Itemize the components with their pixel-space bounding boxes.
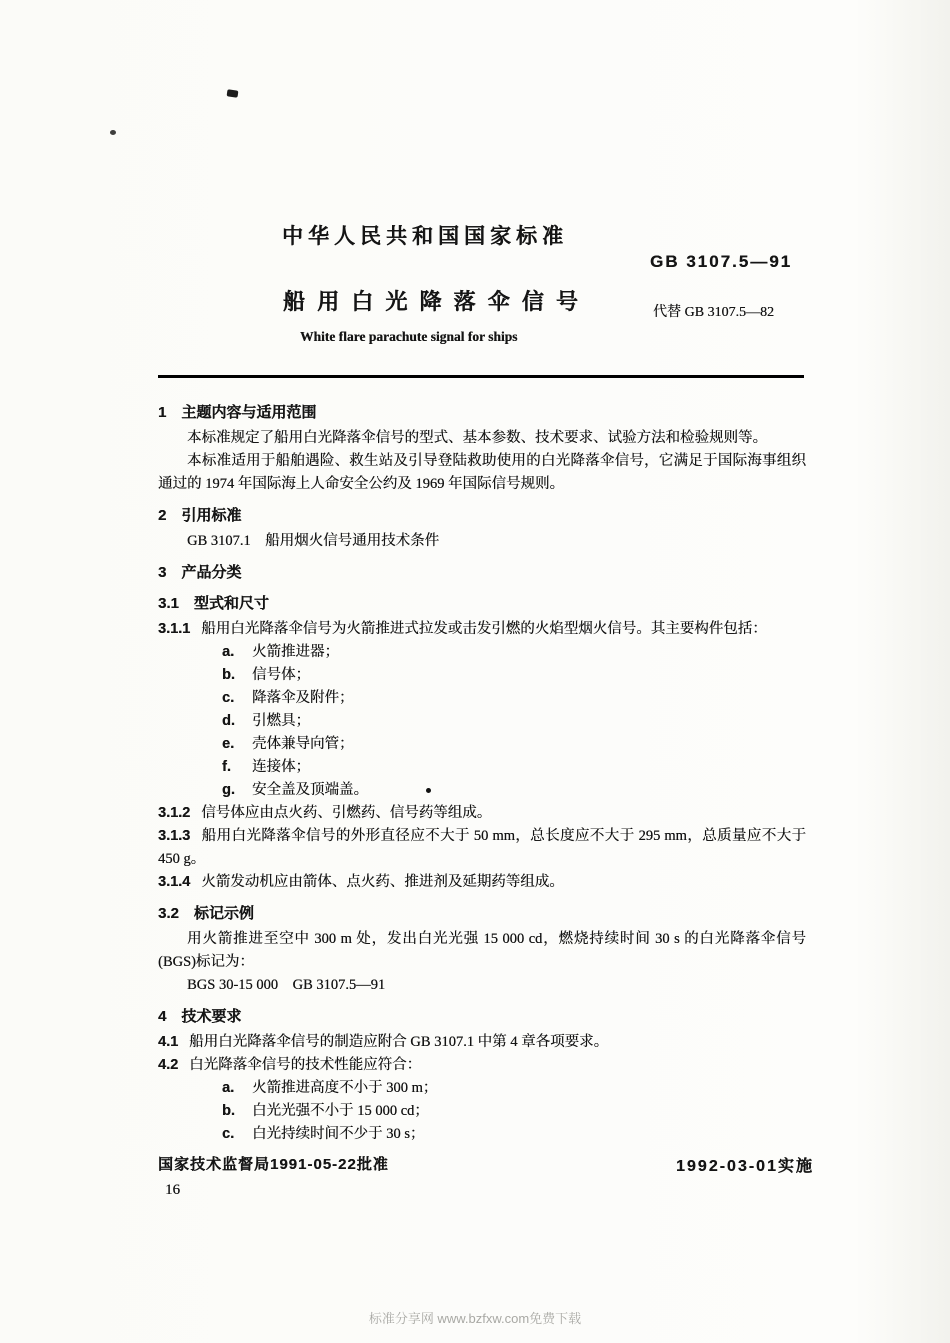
- list-item-text: 白光光强不小于 15 000 cd；: [252, 1103, 429, 1119]
- header-rule: [158, 375, 804, 378]
- list-item: [158, 687, 806, 710]
- document-title: 船 用 白 光 降 落 伞 信 号: [283, 289, 581, 314]
- marking-example-paragraph: 用火箭推进至空中 300 m 处，发出白光光强 15 000 cd，燃烧持续时间 30 s 的白光降落伞信号(BGS)标记为：: [158, 931, 806, 970]
- document-body: [158, 393, 806, 1146]
- clause-3-1-1: [158, 618, 806, 641]
- watermark-text: 标准分享网 www.bzfxw.com免费下载: [368, 1311, 582, 1326]
- clause-number: 3.1.4: [158, 874, 191, 890]
- scan-artifact: [227, 89, 239, 97]
- clause-text: 船用白光降落伞信号的制造应附合 GB 3107.1 中第 4 章各项要求。: [189, 1034, 609, 1050]
- list-item-label: b.: [222, 1103, 235, 1119]
- clause-number: 3.1.1: [158, 621, 191, 637]
- marking-example-code: BGS 30-15 000 GB 3107.5—91: [187, 977, 386, 993]
- list-item-label: f.: [222, 759, 231, 775]
- clause-3-1-2: [158, 802, 806, 825]
- list-item-text: 信号体；: [252, 667, 310, 683]
- standard-org-title: 中华人民共和国国家标准: [282, 225, 568, 248]
- clause-number: 4.1: [158, 1034, 179, 1050]
- clause-text: 船用白光降落伞信号为火箭推进式拉发或击发引燃的火焰型烟火信号。其主要构件包括：: [201, 621, 767, 637]
- list-item: [158, 756, 806, 779]
- section-2-heading: 2 引用标准: [158, 507, 242, 524]
- clause-4-2: [158, 1054, 806, 1077]
- page-number: 16: [165, 1182, 180, 1198]
- list-item-text: 火箭推进高度不小于 300 m；: [252, 1080, 438, 1096]
- replaces-note: 代替 GB 3107.5—82: [653, 305, 774, 320]
- list-item-text: 连接体；: [252, 759, 310, 775]
- clause-number: 3.1.3: [158, 828, 191, 844]
- list-item-label: a.: [222, 644, 235, 660]
- section-1-heading: 1 主题内容与适用范围: [158, 404, 317, 421]
- scan-artifact: [110, 130, 116, 135]
- clause-3-1-4: [158, 871, 806, 894]
- list-item-label: g.: [222, 782, 235, 798]
- section-3-heading: 3 产品分类: [158, 564, 242, 581]
- list-item-text: 降落伞及附件；: [252, 690, 354, 706]
- list-item-label: c.: [222, 1126, 235, 1142]
- clause-text: 火箭发动机应由箭体、点火药、推进剂及延期药等组成。: [201, 874, 564, 890]
- standard-number: GB 3107.5—91: [650, 252, 793, 271]
- section-3-1-heading: 3.1 型式和尺寸: [158, 595, 269, 612]
- list-item: [158, 664, 806, 687]
- list-item: [158, 1123, 806, 1146]
- list-item-text: 壳体兼导向管；: [252, 736, 354, 752]
- list-item: [158, 733, 806, 756]
- clause-text: 信号体应由点火药、引燃药、信号药等组成。: [201, 805, 492, 821]
- list-item-label: e.: [222, 736, 235, 752]
- list-item-label: b.: [222, 667, 235, 683]
- implementation-date: 1992-03-01实施: [676, 1158, 814, 1175]
- list-item: [158, 641, 806, 664]
- clause-number: 3.1.2: [158, 805, 191, 821]
- list-item-label: c.: [222, 690, 235, 706]
- paragraph-scope-2: 本标准适用于船舶遇险、救生站及引导登陆救助使用的白光降落伞信号，它满足于国际海事组织通过的 1974 年国际海上人命安全公约及 1969 年国际信号规则。: [158, 453, 806, 492]
- clause-text: 白光降落伞信号的技术性能应符合：: [189, 1057, 422, 1073]
- clause-number: 4.2: [158, 1057, 179, 1073]
- section-4-heading: 4 技术要求: [158, 1008, 242, 1025]
- list-item-text: 安全盖及顶端盖。: [252, 782, 368, 798]
- paragraph-scope-1: 本标准规定了船用白光降落伞信号的型式、基本参数、技术要求、试验方法和检验规则等。: [187, 430, 767, 446]
- list-item: [158, 779, 806, 802]
- list-item-label: a.: [222, 1080, 235, 1096]
- approval-note: 国家技术监督局1991-05-22批准: [158, 1156, 389, 1173]
- clause-3-1-3: [158, 825, 806, 871]
- section-3-2-heading: 3.2 标记示例: [158, 905, 254, 922]
- document-title-english: White flare parachute signal for ships: [300, 329, 518, 344]
- list-item-text: 火箭推进器；: [252, 644, 339, 660]
- list-item: [158, 1077, 806, 1100]
- clause-text: 船用白光降落伞信号的外形直径应不大于 50 mm，总长度应不大于 295 mm，总质量应不大于 450 g。: [158, 828, 806, 867]
- list-item: [158, 710, 806, 733]
- list-item-label: d.: [222, 713, 235, 729]
- ink-dot-artifact: [426, 788, 431, 793]
- referenced-standard: GB 3107.1 船用烟火信号通用技术条件: [187, 533, 440, 549]
- clause-4-1: [158, 1031, 806, 1054]
- list-item-text: 引燃具；: [252, 713, 310, 729]
- list-item: [158, 1100, 806, 1123]
- list-item-text: 白光持续时间不少于 30 s；: [252, 1126, 425, 1142]
